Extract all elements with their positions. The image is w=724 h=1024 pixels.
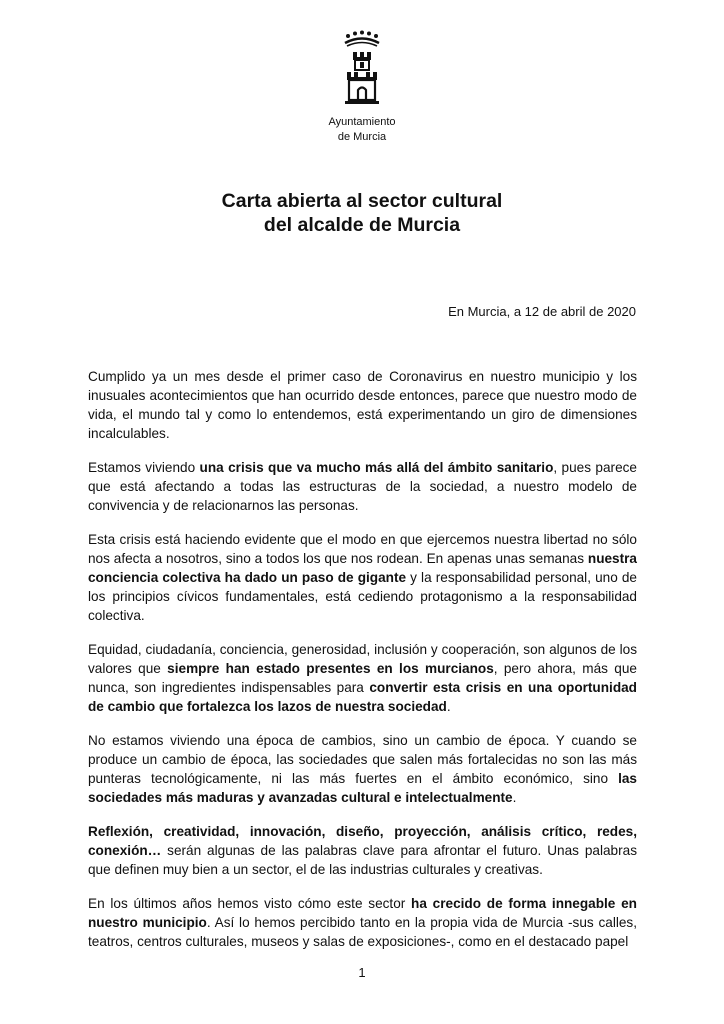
city-logo	[0, 30, 724, 145]
paragraph-5	[88, 731, 637, 807]
paragraph-7	[88, 894, 637, 951]
paragraph-text: Esta crisis está haciendo evidente que el modo en que ejercemos nuestra libertad no sólo nos afecta a nosotros, sino a todos los que nos rodean. En apenas unas semanas	[88, 532, 637, 566]
paragraph-2	[88, 458, 637, 515]
letter-body	[88, 367, 637, 966]
title-line-2: del alcalde de Murcia	[263, 214, 461, 236]
logo-line-1: Ayuntamiento	[328, 116, 396, 128]
paragraph-text: , pero ahora, más que nunca, son ingredientes indispensables para	[88, 661, 637, 695]
paragraph-text: En los últimos años hemos visto cómo este sector	[88, 896, 412, 911]
paragraph-bold-text: siempre han estado presentes en los murcianos	[167, 661, 494, 676]
paragraph-bold-text: una crisis que va mucho más allá del ámbito sanitario	[199, 460, 554, 475]
paragraph-bold-text: las sociedades más maduras y avanzadas cultural e intelectualmente	[88, 771, 637, 805]
page-number: 1	[358, 965, 366, 980]
paragraph-text: y la responsabilidad personal, uno de los principios cívicos fundamentales, está cediendo protagonismo a la responsabilidad colectiva.	[88, 570, 637, 623]
paragraph-text: Equidad, ciudadanía, conciencia, generosidad, inclusión y cooperación, son algunos de los valores que	[88, 642, 637, 676]
paragraph-1	[88, 367, 637, 443]
paragraph-4	[88, 640, 637, 716]
paragraph-text: Estamos viviendo	[88, 460, 200, 475]
paragraph-bold-text: ha crecido de forma innegable en nuestro municipio	[88, 896, 637, 930]
paragraph-text: .	[512, 790, 517, 805]
paragraph-text: Cumplido ya un mes desde el primer caso de Coronavirus en nuestro municipio y los inusuales acontecimientos que han ocurrido desde entonces, parece que nuestro modo de vida, el mundo tal y como lo entendemos, está experimentando un giro de dimensiones incalculables.	[88, 369, 637, 441]
paragraph-6	[88, 822, 637, 879]
paragraph-text: No estamos viviendo una época de cambios, sino un cambio de época. Y cuando se produce un cambio de época, las sociedades que salen más fortalecidas no son las más punteras tecnológicamente, ni las más fuertes en el ámbito económico, sino	[88, 733, 637, 786]
paragraph-text: , pues parece que está afectando a todas las estructuras de la sociedad, a nuestro modelo de convivencia y de relacionarnos las personas.	[88, 460, 637, 513]
paragraph-bold-text: nuestra conciencia colectiva ha dado un paso de gigante	[88, 551, 637, 585]
letter-date: En Murcia, a 12 de abril de 2020	[448, 304, 636, 319]
castle-crown-icon	[342, 30, 382, 108]
paragraph-bold-text: convertir esta crisis en una oportunidad de cambio que fortalezca los lazos de nuestra sociedad	[88, 680, 637, 714]
paragraph-3	[88, 530, 637, 625]
paragraph-bold-text: Reflexión, creatividad, innovación, diseño, proyección, análisis crítico, redes, conexión…	[88, 824, 637, 858]
paragraph-text: .	[446, 699, 451, 714]
paragraph-text: serán algunas de las palabras clave para afrontar el futuro. Unas palabras que definen muy bien a un sector, el de las industrias culturales y creativas.	[88, 843, 637, 877]
title-line-1: Carta abierta al sector cultural	[221, 190, 503, 212]
paragraph-text: . Así lo hemos percibido tanto en la propia vida de Murcia -sus calles, teatros, centros culturales, museos y salas de exposiciones-, como en el destacado papel	[88, 915, 637, 949]
logo-line-2: de Murcia	[337, 131, 387, 143]
letter-title	[0, 189, 724, 237]
